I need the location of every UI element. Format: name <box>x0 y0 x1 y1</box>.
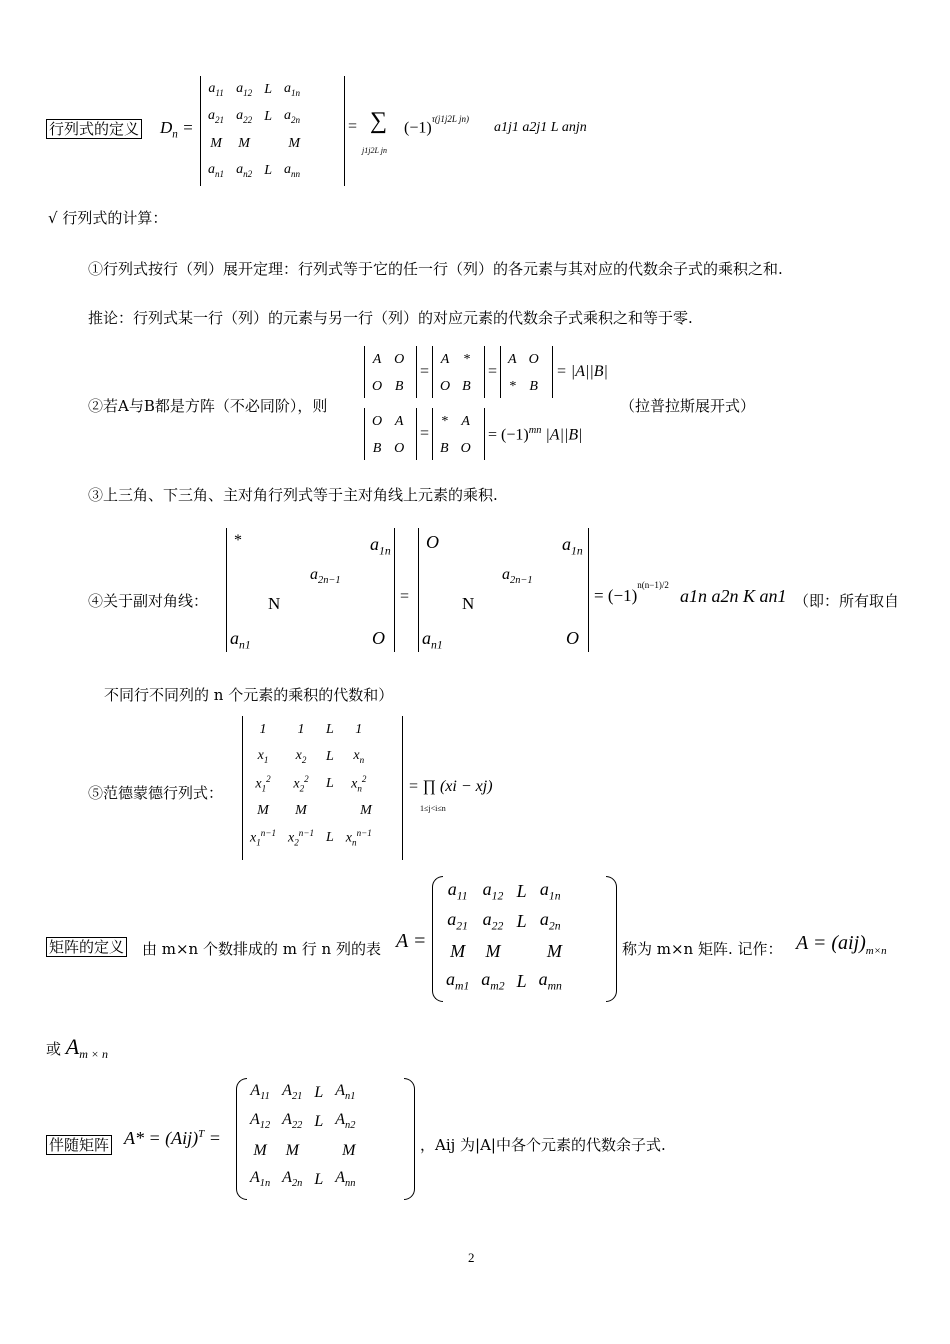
vander-cell: M <box>295 802 307 818</box>
matrix-cell: L <box>516 910 527 931</box>
det-def-matrix <box>202 76 306 184</box>
matrix-def-label-box: 矩阵的定义 <box>46 937 127 957</box>
anti-eq: = <box>400 588 410 605</box>
lap-det-4 <box>366 408 410 462</box>
matrix-cell: $a_{11}$ <box>447 879 468 903</box>
matrix-or-sub: m × n <box>79 1047 109 1061</box>
calc-item2-note: （拉普拉斯展开式） <box>620 397 756 415</box>
det-cell: $a_{1n}$ <box>283 81 301 98</box>
adjoint-label <box>46 1134 112 1155</box>
adjoint-cell: M <box>342 1141 356 1159</box>
matrix-cell: $a_{22}$ <box>482 909 504 933</box>
matrix-cell: L <box>516 880 527 901</box>
anti-an1-2: $a_{n1}$ <box>422 628 443 652</box>
vander-index: 1≤j<i≤n <box>420 804 446 813</box>
lap-cell: * <box>440 413 448 429</box>
anti-a1n-2: $a_{1n}$ <box>562 534 583 558</box>
calc-corollary: 推论：行列式某一行（列）的元素与另一行（列）的对应元素的代数余子式乘积之和等于零. <box>88 309 693 327</box>
anti-product: a1n a2n K an1 <box>680 586 787 606</box>
vander-cell: L <box>326 829 334 845</box>
det-sign-term <box>404 114 469 137</box>
matrix-cell: $a_{1n}$ <box>539 879 561 903</box>
lap-rhs2-exp: mn <box>528 425 542 436</box>
anti-an1: $a_{n1}$ <box>230 628 251 652</box>
matrix-or <box>46 1034 108 1062</box>
matrix-cell: M <box>450 940 466 961</box>
calc-item4-note: （即：所有取自 <box>794 592 900 610</box>
adjoint-cell: $A_{21}$ <box>282 1082 303 1103</box>
anti-O3: O <box>566 628 579 648</box>
vander-cell: 1 <box>297 721 305 737</box>
det-bar-left <box>200 76 201 186</box>
vander-cell: $x_2^2$ <box>293 773 309 794</box>
lap-rhs1: = |A||B| <box>556 363 608 380</box>
adjoint-cell: M <box>285 1141 299 1159</box>
matrix-A-eq: A = <box>396 930 427 952</box>
anti-bar <box>226 528 227 652</box>
matrix-cell: M <box>546 940 562 961</box>
det-sum-index: j1j2L jn <box>362 146 387 155</box>
matrix-or-text: 或 <box>46 1040 62 1058</box>
det-cell: $a_{11}$ <box>208 81 224 98</box>
lap-bar <box>416 346 417 398</box>
adjoint-matrix <box>244 1078 361 1194</box>
calc-title: √ 行列式的计算： <box>48 209 168 227</box>
matrix-notation-sub: m×n <box>865 945 887 957</box>
lap-bar <box>364 346 365 398</box>
vander-cell: $x_n$ <box>353 748 365 765</box>
det-cell: $a_{2n}$ <box>283 108 301 125</box>
lap-bar <box>416 408 417 460</box>
lap-cell: * <box>462 351 470 367</box>
det-cell: $a_{n2}$ <box>236 162 253 179</box>
anti-a2n-2: $a_{2n-1}$ <box>502 566 533 587</box>
lap-cell: O <box>394 440 405 456</box>
vander-cell: 1 <box>259 721 267 737</box>
matrix-cell: L <box>516 970 527 991</box>
det-cell: $a_{12}$ <box>236 81 253 98</box>
adjoint-cell: L <box>314 1112 324 1130</box>
lap-cell: O <box>460 440 471 456</box>
adjoint-lhs-sup: T <box>198 1128 205 1140</box>
det-cell: L <box>264 81 272 97</box>
lap-det-3 <box>502 346 545 400</box>
adjoint-cell: $A_{n2}$ <box>335 1111 356 1132</box>
matrix-cell: $a_{21}$ <box>447 909 468 933</box>
vander-cell: $x_1^{n-1}$ <box>250 827 276 848</box>
lap-bar <box>432 346 433 398</box>
vander-cell: $x_2$ <box>295 748 307 765</box>
matrix-def-label <box>46 936 127 957</box>
vander-cell: L <box>326 721 334 737</box>
vander-cell: $x_1$ <box>257 748 269 765</box>
vander-cell: M <box>360 802 372 818</box>
anti-bar <box>588 528 589 652</box>
lap-rhs2-sign: = (−1) <box>488 426 529 444</box>
adjoint-cell: $A_{11}$ <box>250 1082 270 1103</box>
det-cell: $a_{n1}$ <box>208 162 225 179</box>
det-product: a1j1 a2j1 L anjn <box>494 120 587 135</box>
det-cell: $a_{21}$ <box>208 108 225 125</box>
anti-N: N <box>268 594 281 613</box>
calc-item4-cont: 不同行不同列的 n 个元素的乘积的代数和） <box>104 686 394 704</box>
lap-bar <box>484 408 485 460</box>
det-sum-sign: ∑ <box>370 108 388 134</box>
matrix-cell: $a_{m2}$ <box>481 969 505 993</box>
lap-cell: O <box>440 378 451 394</box>
vander-cell: $x_n^2$ <box>351 773 367 794</box>
det-cell: M <box>288 135 301 151</box>
det-bar-right <box>344 76 345 186</box>
lap-cell: B <box>394 378 404 394</box>
adjoint-lhs: A* = (Aij)$^T$ = <box>124 1128 221 1148</box>
det-cell: L <box>264 108 272 124</box>
anti-bar <box>394 528 395 652</box>
adjoint-lhs-main: A* = (Aij) <box>124 1128 199 1148</box>
adjoint-desc: ，Aij 为|A|中各个元素的代数余子式. <box>420 1136 666 1154</box>
lap-rhs2-tail: |A||B| <box>545 426 583 444</box>
anti-O: O <box>372 628 385 648</box>
calc-item1: ①行列式按行（列）展开定理：行列式等于它的任一行（列）的各元素与其对应的代数余子式的乘积之和. <box>88 260 783 278</box>
lap-cell: A <box>372 351 382 367</box>
vander-matrix <box>244 716 378 851</box>
anti-a1n: $a_{1n}$ <box>370 534 391 558</box>
anti-bar <box>418 528 419 652</box>
vander-cell: $x_n^{n-1}$ <box>345 827 372 848</box>
adjoint-cell: $A_{n1}$ <box>335 1082 356 1103</box>
det-sign-base: (−1) <box>404 119 432 137</box>
lap-cell: B <box>440 440 449 456</box>
vander-bar <box>242 716 243 860</box>
lap-rhs2 <box>488 425 583 444</box>
matrix-def-text1: 由 m×n 个数排成的 m 行 n 列的表 <box>142 940 381 958</box>
anti-rhs <box>594 580 669 606</box>
vander-cell: L <box>326 775 334 791</box>
det-def-label-box: 行列式的定义 <box>46 119 142 139</box>
adjoint-cell: $A_{22}$ <box>282 1111 303 1132</box>
lap-cell: O <box>394 351 405 367</box>
anti-O2: O <box>426 532 439 552</box>
adjoint-rparen <box>404 1078 415 1200</box>
lap-det-5 <box>434 408 477 462</box>
anti-rhs-sign: = (−1) <box>594 586 638 605</box>
lap-bar <box>364 408 365 460</box>
lap-det-2 <box>434 346 477 400</box>
adjoint-cell: M <box>253 1141 267 1159</box>
det-lhs: $D_n$ = <box>160 118 194 141</box>
det-def-label <box>46 118 142 139</box>
matrix-cell: $a_{mn}$ <box>538 969 562 993</box>
det-eq: = <box>348 118 358 135</box>
adjoint-label-box: 伴随矩阵 <box>46 1135 112 1155</box>
calc-item5: ⑤范德蒙德行列式： <box>88 784 224 802</box>
anti-star: * <box>234 532 242 549</box>
vander-cell: $x_1^2$ <box>255 773 271 794</box>
matrix-cell: $a_{2n}$ <box>539 909 561 933</box>
lap-cell: * <box>508 378 516 394</box>
vander-cell: L <box>326 748 334 764</box>
calc-item4: ④关于副对角线： <box>88 592 209 610</box>
lap-cell: O <box>372 378 383 394</box>
vander-cell: M <box>257 802 269 818</box>
adjoint-cell: $A_{2n}$ <box>282 1169 303 1190</box>
vander-cell: 1 <box>355 721 363 737</box>
det-cell: $a_{nn}$ <box>283 162 301 179</box>
vander-rhs: = ∏ (xi − xj) <box>408 778 493 795</box>
vander-cell: $x_2^{n-1}$ <box>288 827 314 848</box>
matrix-cell: M <box>485 940 501 961</box>
lap-det-1 <box>366 346 410 400</box>
anti-a2n: $a_{2n-1}$ <box>310 566 341 587</box>
det-sign-exp: τ(j1j2L jn) <box>431 114 469 124</box>
lap-cell: O <box>528 351 539 367</box>
matrix-def-text2: 称为 m×n 矩阵. 记作： <box>622 940 783 958</box>
matrix-rparen <box>606 876 617 1002</box>
lap-cell: B <box>372 440 382 456</box>
det-cell: $a_{22}$ <box>236 108 253 125</box>
adjoint-cell: L <box>314 1170 324 1188</box>
det-cell: M <box>238 135 250 151</box>
anti-N2: N <box>462 594 475 613</box>
lap-bar <box>432 408 433 460</box>
lap-bar <box>500 346 501 398</box>
det-cell: M <box>210 135 222 151</box>
lap-eq: = <box>420 363 430 380</box>
page-number: 2 <box>468 1250 475 1265</box>
det-lhs-sub: n <box>172 128 178 141</box>
lap-cell: A <box>440 351 450 367</box>
lap-bar <box>552 346 553 398</box>
det-cell: L <box>264 162 272 178</box>
adjoint-cell: $A_{1n}$ <box>250 1169 271 1190</box>
calc-item2: ②若A与B都是方阵（不必同阶），则 <box>88 397 328 415</box>
adjoint-cell: $A_{12}$ <box>250 1111 271 1132</box>
lap-eq: = <box>420 425 430 442</box>
vander-bar <box>402 716 403 860</box>
lap-cell: O <box>372 413 383 429</box>
lap-cell: A <box>508 351 517 367</box>
adjoint-cell: $A_{nn}$ <box>335 1169 356 1190</box>
anti-rhs-exp: n(n−1)/2 <box>637 580 669 591</box>
matrix-cell: $a_{12}$ <box>482 879 504 903</box>
matrix-notation <box>796 932 887 957</box>
lap-cell: A <box>394 413 404 429</box>
calc-item3: ③上三角、下三角、主对角行列式等于主对角线上元素的乘积. <box>88 486 498 504</box>
lap-eq: = <box>488 363 498 380</box>
lap-cell: A <box>461 413 470 429</box>
lap-cell: B <box>529 378 538 394</box>
matrix-or-expr: A <box>65 1034 80 1059</box>
adjoint-cell: L <box>314 1083 324 1101</box>
lap-bar <box>484 346 485 398</box>
matrix-cell: $a_{m1}$ <box>446 969 470 993</box>
matrix-def-matrix <box>440 876 568 996</box>
matrix-notation-main: A = (aij) <box>796 932 866 954</box>
lap-cell: B <box>462 378 471 394</box>
det-lhs-symbol: D <box>160 118 173 137</box>
